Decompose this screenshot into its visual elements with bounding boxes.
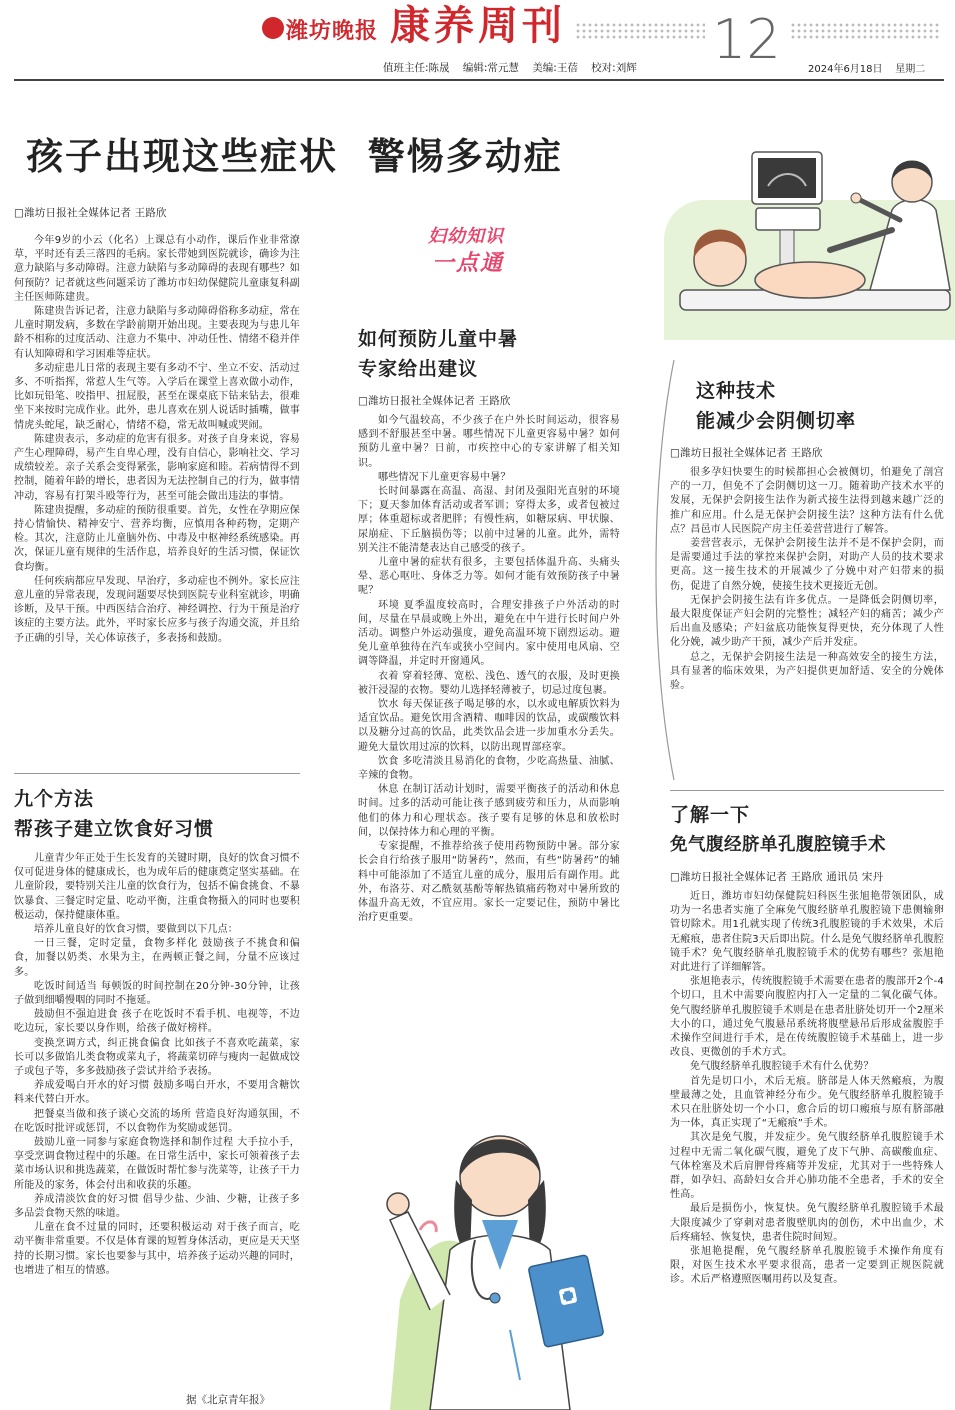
article-laparoscopy-divider (670, 790, 944, 791)
paragraph: 培养儿童良好的饮食习惯，要做到以下几点： (34, 924, 238, 936)
article-title (670, 800, 944, 860)
paragraph: 其次是免气腹，并发症少。免气腹经脐单孔腹腔镜手术过程中无需二氧化碳气腹，避免了皮下气肿、高碳酸血症、气体栓塞及术后肩胛骨疼痛等并发症，尤其对于一些特殊人群，如孕妇、高龄妇女合并心肺功能不全患者，手术的安全性高。 (670, 1132, 944, 1201)
logo-icon (262, 17, 284, 39)
paragraph: 陈建贵提醒，多动症的预防很重要。首先，女性在孕期应保持心情愉快、精神安宁、营养均衡，应慎用各种药物，定期产检。其次，注意防止儿童脑外伤、中毒及中枢神经系统感染。再次，保证儿童有规律的生活作息，培养良好的生活习惯，保证饮食均衡。 (14, 504, 300, 573)
article-title (358, 324, 620, 384)
masthead-dots-right (790, 22, 940, 40)
paragraph: 专家提醒，不推荐给孩子使用药物预防中暑。部分家长会自行给孩子服用“防暑药”，然而，有些“防暑药”的辅料中可能添加了不适宜儿童的成分，服用后有副作用。此外，布洛芬、对乙酰氨基酚等解热镇痛药物对中暑所致的体温升高无效，不宜应用。家长一定要记住，预防中暑比治疗更重要。 (358, 841, 620, 924)
paragraph: 姜营营表示，无保护会阴接生法并不是不保护会阴，而是需要通过手法的掌控来保护会阴，对助产人员的技术要求更高。这一接生技术的开展减少了分娩中对产妇带来的损伤，促进了自然分娩，使接生技术更接近无创。 (670, 538, 944, 592)
title-line: 专家给出建议 (358, 358, 479, 380)
byline: □潍坊日报社全媒体记者 王路欣 通讯员 宋丹 (670, 871, 884, 883)
paragraph: 养成爱喝白开水的好习惯 鼓励多喝白开水，不要用含糖饮料来代替白开水。 (14, 1080, 300, 1106)
article-title (14, 784, 300, 844)
paragraph: 变换烹调方式，纠正挑食偏食 比如孩子不喜欢吃蔬菜，家长可以多做馅儿类食物或菜丸子，将蔬菜切碎与瘦肉一起做成饺子或包子等，多多鼓励孩子尝试并给予表扬。 (14, 1037, 300, 1078)
paragraph: 一日三餐，定时定量，食物多样化 鼓励孩子不挑食和偏食，加餐以奶类、水果为主，在两顿正餐之间，分量不应该过多。 (14, 938, 300, 978)
headline: 孩子出现这些症状 警惕多动症 (26, 134, 563, 178)
paragraph: 最后是损伤小，恢复快。免气腹经脐单孔腹腔镜手术最大限度减少了穿刺对患者腹壁肌肉的创伤，术中出血少，术后疼痛轻、恢复快，患者住院时间短。 (670, 1203, 944, 1243)
article-heatstroke (358, 324, 620, 925)
article-laparoscopy (670, 800, 944, 1288)
paragraph: 任何疾病都应早发现、早治疗，多动症也不例外。家长应注意儿童的异常表现，发现问题要尽快到医院专业科室就诊，明确诊断，及早干预。中西医结合治疗、神经调控、行为干预是治疗该症的主要方法。此外，平时家长应多与孩子沟通交流，并且给予正确的引导，关心体谅孩子，多表扬和鼓励。 (14, 575, 300, 644)
title-line: 了解一下 (670, 804, 751, 826)
paragraph: 鼓励儿童一同参与家庭食物选择和制作过程 大手拉小手，享受烹调食物过程中的乐趣。在日常生活中，家长可领着孩子去菜市场认识和挑选蔬菜，在做饭时帮忙参与洗菜等，让孩子干力所能及的家务，体会付出和收获的乐趣。 (14, 1137, 300, 1191)
paragraph: 哪些情况下儿童更容易中暑？ (378, 471, 511, 483)
masthead (0, 0, 955, 84)
paragraph: 首先是切口小，术后无痕。脐部是人体天然瘢痕，为腹壁最薄之处，且血管神经分布少。免气腹经脐单孔腹腔镜手术只在肚脐处切一个小口，愈合后的切口瘢痕与原有脐部融为一体，真正实现了“无瘢痕”手术。 (670, 1075, 944, 1130)
banner-line2: 一点通 (432, 250, 505, 276)
paragraph: 张旭艳表示，传统腹腔镜手术需要在患者的腹部开2个-4个切口，且术中需要向腹腔内打入一定量的二氧化碳气体。免气腹经脐单孔腹腔镜手术则是在患者肚脐处切开一个2厘米大小的口，通过免气腹悬吊系统将腹壁悬吊后形成盆腹腔手术操作空间进行手术，是在传统腹腔镜手术基础上，进一步改良、更微创的手术方式。 (670, 976, 944, 1059)
title-line: 这种技术 (696, 380, 777, 402)
section-title: 康养周刊 (390, 2, 566, 49)
paragraph: 儿童青少年正处于生长发育的关键时期，良好的饮食习惯不仅可促进身体的健康成长，也为成年后的健康奠定坚实基础。在儿童阶段，要特别关注儿童的饮食行为，包括不偏食挑食、不暴饮暴食、三餐定时定量、吃动平衡，注重食物摄入的同时也要积极运动，保持健康体重。 (14, 853, 300, 921)
paragraph: 如今气温较高，不少孩子在户外长时间运动，很容易感到不舒服甚至中暑。哪些情况下儿童更容易中暑？如何预防儿童中暑？日前，市疾控中心的专家讲解了相关知识。 (358, 415, 620, 469)
title-line: 如何预防儿童中暑 (358, 328, 519, 350)
page-number: 12 (712, 8, 781, 71)
doctor-illustration (360, 1080, 640, 1410)
masthead-rule (14, 79, 944, 81)
article-episiotomy (670, 376, 944, 693)
paragraph: 免气腹经脐单孔腹腔镜手术有什么优势？ (690, 1061, 874, 1073)
title-line: 九个方法 (14, 788, 95, 810)
paragraph: 把餐桌当做和孩子谈心交流的场所 营造良好沟通氛围，不在吃饭时批评或惩罚，不以食物作为奖励或惩罚。 (14, 1108, 300, 1134)
source-note: 据《北京青年报》 (186, 1394, 270, 1406)
paragraph: 张旭艳提醒，免气腹经脐单孔腹腔镜手术操作角度有限，对医生技术水平要求很高，患者一定要到正规医院就诊。术后严格遵照医嘱用药以及复查。 (670, 1246, 944, 1286)
paragraph: 吃饭时间适当 每顿饭的时间控制在20分钟-30分钟，让孩子做到细嚼慢咽的同时不拖延。 (14, 980, 300, 1007)
paragraph: 饮食 多吃清淡且易消化的食物，少吃高热量、油腻、辛辣的食物。 (358, 755, 620, 782)
paragraph: 休息 在制订活动计划时，需要平衡孩子的活动和休息时间。过多的活动可能让孩子感到疲劳和压力，从而影响他们的体力和心理状态。孩子要有足够的休息和放松时间，以保持体力和心理的平衡。 (358, 784, 620, 838)
paragraph: 养成清淡饮食的好习惯 倡导少盐、少油、少糖，让孩子多多品尝食物天然的味道。 (14, 1193, 300, 1220)
paragraph: 陈建贵告诉记者，注意力缺陷与多动障碍俗称多动症，常在儿童时期发病，多数在学龄前期开始出现。主要表现为与患儿年龄不相称的过度活动、注意力不集中、冲动任性、情绪不稳并伴有认知障碍和学习困难等症状。 (14, 306, 300, 360)
column-banner (420, 222, 550, 282)
paragraph: 儿童在食不过量的同时，还要积极运动 对于孩子而言，吃动平衡非常重要。不仅是体育课的短暂身体活动，更应是天天坚持的长期习惯。家长也要参与其中，培养孩子运动兴趣的同时，也增进了相互的情感。 (14, 1222, 300, 1276)
paragraph: 儿童中暑的症状有很多，主要包括体温升高、头痛头晕、恶心呕吐、身体乏力等。如何才能有效预防孩子中暑呢？ (358, 557, 620, 597)
paragraph: 陈建贵表示，多动症的危害有很多。对孩子自身来说，容易产生心理障碍，易产生自卑心理，没有自信心，影响社交、学习成绩较差。亲子关系会变得紧张，影响家庭和睦。若病情得不到控制，随着年龄的增长，患者因为无法控制自己的行为，做事情冲动，容易有打架斗殴等行为，甚至可能会做出违法的事情。 (14, 433, 300, 502)
editor-credits: 值班主任:陈晟 编辑:常元慧 美编:王蓓 校对:刘辉 (383, 62, 637, 74)
paragraph: 今年9岁的小云（化名）上课总有小动作，课后作业非常潦草，平时还有丢三落四的毛病。家长带她到医院就诊，确诊为注意力缺陷与多动障碍。注意力缺陷与多动障碍的表现有哪些？如何预防？记者就这些问题采访了潍坊市妇幼保健院儿童康复科副主任医师陈建贵。 (14, 235, 300, 303)
ultrasound-illustration (660, 140, 955, 355)
paragraph: 总之，无保护会阴接生法是一种高效安全的接生方法，具有显著的临床效果，为产妇提供更加舒适、安全的分娩体验。 (670, 651, 944, 692)
article-diet-divider (14, 773, 300, 774)
paragraph: 环境 夏季温度较高时，合理安排孩子户外活动的时间，尽量在早晨或晚上外出，避免在中午进行长时间户外活动。调整户外运动强度，避免高温环境下剧烈运动。避免儿童单独待在汽车或狭小空间内。家中使用电风扇、空调等降温，并定时开窗通风。 (358, 599, 620, 668)
byline: □潍坊日报社全媒体记者 王路欣 (14, 207, 167, 219)
paragraph: 很多孕妇快要生的时候都担心会被侧切，怕避免了剖宫产的一刀，但免不了会阴侧切这一刀。随着助产技术水平的发展，无保护会阴接生法作为新式接生法得到越来越广泛的推广和应用。什么是无保护会阴接生法？这种方法有什么优点？昌邑市人民医院产房主任姜营营进行了解答。 (670, 467, 944, 535)
paragraph: 鼓励但不强迫进食 孩子在吃饭时不看手机、电视等，不边吃边玩，家长要以身作则，给孩子做好榜样。 (14, 1009, 300, 1035)
paragraph: 近日，潍坊市妇幼保健院妇科医生张旭艳带领团队，成功为一名患者实施了全麻免气腹经脐单孔腹腔镜下患侧输卵管切除术。用1孔就实现了传统3孔腹腔镜的手术效果，术后无瘢痕，患者住院3天后即出院。什么是免气腹经脐单孔腹腔镜手术？免气腹经脐单孔腹腔镜手术的优势有哪些？张旭艳对此进行了详细解答。 (670, 891, 944, 974)
byline: □潍坊日报社全媒体记者 王路欣 (670, 447, 823, 459)
title-line: 免气腹经脐单孔腹腔镜手术 (670, 835, 886, 855)
issue-date: 2024年6月18日 星期二 (808, 64, 926, 75)
article-diet (14, 784, 300, 1278)
paragraph: 饮水 每天保证孩子喝足够的水，以水或电解质饮料为适宜饮品。避免饮用含酒精、咖啡因的饮品，或碳酸饮料以及糖分过高的饮品，此类饮品会进一步加重水分丢失。避免大量饮用过凉的饮料，以防出现胃部痉挛。 (358, 699, 620, 753)
paragraph: 无保护会阴接生法有许多优点。一是降低会阴侧切率，最大限度保证产妇会阴的完整性；减轻产妇的痛苦；减少产后出血及感染；产妇盆底功能恢复得更快，充分体现了人性化分娩，减少助产干预，减少产后并发症。 (670, 594, 944, 649)
masthead-dots (575, 22, 705, 40)
byline: □潍坊日报社全媒体记者 王路欣 (358, 395, 511, 407)
title-line: 能减少会阴侧切率 (696, 410, 857, 432)
paragraph: 衣着 穿着轻薄、宽松、浅色、透气的衣服，及时更换被汗浸湿的衣物。婴幼儿选择轻薄被子，切忌过度包裹。 (358, 670, 620, 696)
article-title (670, 376, 944, 436)
banner-line1: 妇幼知识 (428, 226, 504, 247)
title-line: 帮孩子建立饮食好习惯 (14, 818, 215, 840)
article-adhd (14, 206, 300, 646)
paragraph: 长时间暴露在高温、高湿、封闭及强阳光直射的环境下；夏天参加体育活动或者军训；穿得太多，或者包被过厚；体重超标或者肥胖；有慢性病，如糖尿病、甲状腺、尿崩症、下丘脑损伤等；以前中过暑的儿童。此外，需特别关注不能清楚表达自己感受的孩子。 (358, 486, 620, 554)
logo-text: 潍坊晚报 (286, 18, 379, 44)
paragraph: 多动症患儿日常的表现主要有多动不宁、坐立不安、活动过多、不听指挥，常惹人生气等。入学后在课堂上喜欢做小动作，比如玩铅笔、咬指甲、扭屁股，甚至在课桌底下钻来钻去，很难坐下来按时完成作业。此外，患儿喜欢在别人说话时插嘴，做事情虎头蛇尾，缺乏耐心，情绪不稳，常无故叫喊或哭闹。 (14, 362, 300, 431)
